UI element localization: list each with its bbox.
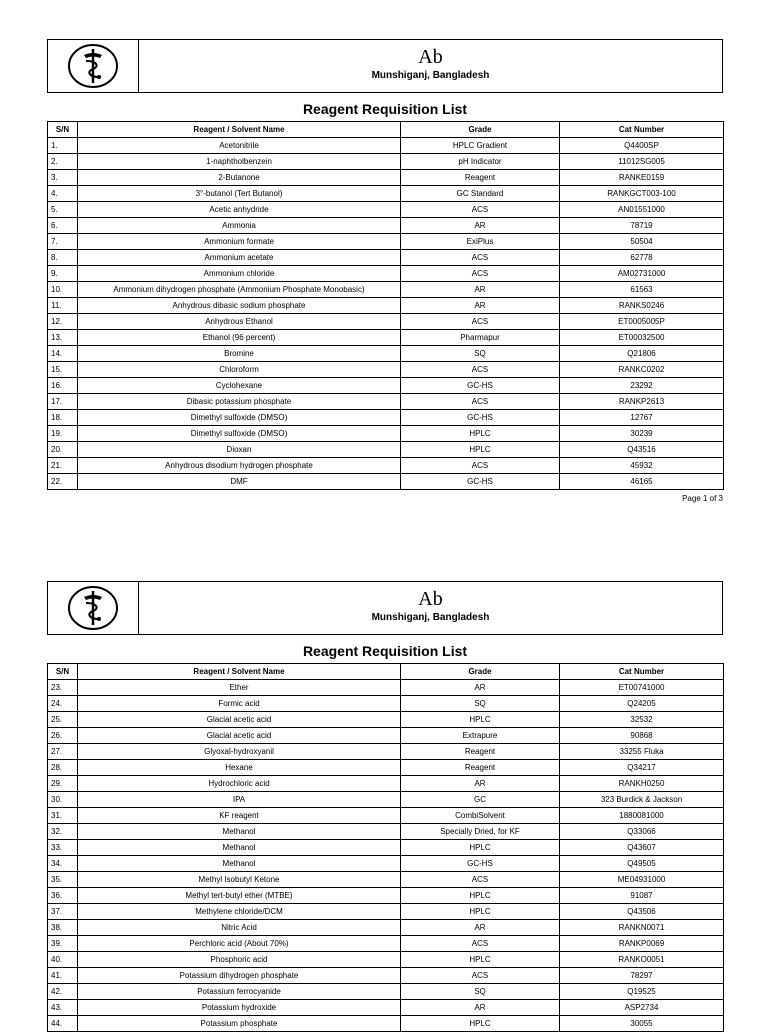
cat-number-cell: 323 Burdick & Jackson	[560, 792, 724, 808]
sn-cell: 16.	[48, 378, 78, 394]
table-row	[48, 856, 724, 872]
cat-number-cell: 45932	[560, 458, 724, 474]
table-row	[48, 728, 724, 744]
reagent-name-cell: Methanol	[78, 856, 401, 872]
grade-cell: ACS	[401, 250, 560, 266]
reagent-name-cell: Methanol	[78, 840, 401, 856]
table-row	[48, 426, 724, 442]
column-header: Reagent / Solvent Name	[78, 122, 401, 138]
reagent-name-cell: Acetic anhydride	[78, 202, 401, 218]
table-row	[48, 840, 724, 856]
grade-cell: AR	[401, 776, 560, 792]
cat-number-cell: RANKE0159	[560, 170, 724, 186]
cat-number-cell: Q4400SP	[560, 138, 724, 154]
sn-cell: 39.	[48, 936, 78, 952]
sn-cell: 15.	[48, 362, 78, 378]
grade-cell: AR	[401, 680, 560, 696]
sn-cell: 35.	[48, 872, 78, 888]
reagent-table	[47, 121, 724, 490]
reagent-name-cell: Potassium hydroxide	[78, 1000, 401, 1016]
reagent-name-cell: Hexane	[78, 760, 401, 776]
sn-cell: 7.	[48, 234, 78, 250]
cat-number-cell: RANKP0069	[560, 936, 724, 952]
table-row	[48, 394, 724, 410]
table-row	[48, 458, 724, 474]
column-header: Reagent / Solvent Name	[78, 664, 401, 680]
cat-number-cell: 12767	[560, 410, 724, 426]
reagent-name-cell: Potassium ferrocyanide	[78, 984, 401, 1000]
reagent-name-cell: Anhydrous Ethanol	[78, 314, 401, 330]
reagent-name-cell: Ammonium formate	[78, 234, 401, 250]
reagent-name-cell: Dimethyl sulfoxide (DMSO)	[78, 426, 401, 442]
sn-cell: 8.	[48, 250, 78, 266]
table-row	[48, 984, 724, 1000]
grade-cell: Reagent	[401, 170, 560, 186]
cat-number-cell: AN01551000	[560, 202, 724, 218]
table-row	[48, 170, 724, 186]
cat-number-cell: 30055	[560, 1016, 724, 1032]
grade-cell: ACS	[401, 394, 560, 410]
table-row	[48, 760, 724, 776]
table-row	[48, 904, 724, 920]
reagent-name-cell: IPA	[78, 792, 401, 808]
sn-cell: 36.	[48, 888, 78, 904]
grade-cell: Pharmapur	[401, 330, 560, 346]
sn-cell: 20.	[48, 442, 78, 458]
reagent-name-cell: Anhydrous dibasic sodium phosphate	[78, 298, 401, 314]
table-row	[48, 138, 724, 154]
sn-cell: 3.	[48, 170, 78, 186]
table-row	[48, 952, 724, 968]
table-row	[48, 474, 724, 490]
cat-number-cell: ET0005005P	[560, 314, 724, 330]
table-row	[48, 712, 724, 728]
table-row	[48, 362, 724, 378]
grade-cell: ACS	[401, 314, 560, 330]
column-header: Cat Number	[560, 122, 724, 138]
cat-number-cell: AM02731000	[560, 266, 724, 282]
cat-number-cell: ET00032500	[560, 330, 724, 346]
cat-number-cell: 90868	[560, 728, 724, 744]
letterhead	[47, 39, 723, 93]
table-row	[48, 154, 724, 170]
table-row	[48, 298, 724, 314]
company-block	[139, 582, 722, 634]
grade-cell: AR	[401, 1000, 560, 1016]
reagent-name-cell: Glyoxal-hydroxyanil	[78, 744, 401, 760]
letterhead	[47, 581, 723, 635]
table-row	[48, 888, 724, 904]
reagent-name-cell: Ethanol (96 percent)	[78, 330, 401, 346]
document-title: Reagent Requisition List	[302, 101, 468, 117]
cat-number-cell: RANKO0051	[560, 952, 724, 968]
table-row	[48, 808, 724, 824]
table-header-row	[48, 122, 724, 138]
document-title: Reagent Requisition List	[302, 643, 468, 659]
sn-cell: 29.	[48, 776, 78, 792]
cat-number-cell: 1880081000	[560, 808, 724, 824]
reagent-name-cell: Hydrochloric acid	[78, 776, 401, 792]
reagent-name-cell: Phosphoric acid	[78, 952, 401, 968]
reagent-name-cell: Ammonium acetate	[78, 250, 401, 266]
sn-cell: 28.	[48, 760, 78, 776]
cat-number-cell: Q43516	[560, 442, 724, 458]
document-page-1	[47, 39, 723, 503]
table-row	[48, 744, 724, 760]
grade-cell: ACS	[401, 872, 560, 888]
reagent-name-cell: Cyclohexane	[78, 378, 401, 394]
reagent-name-cell: Glacial acetic acid	[78, 728, 401, 744]
caduceus-logo-icon	[67, 43, 119, 89]
reagent-name-cell: Ammonia	[78, 218, 401, 234]
table-row	[48, 968, 724, 984]
cat-number-cell: Q33066	[560, 824, 724, 840]
reagent-name-cell: Bromine	[78, 346, 401, 362]
sn-cell: 12.	[48, 314, 78, 330]
table-row	[48, 250, 724, 266]
sn-cell: 18.	[48, 410, 78, 426]
table-row	[48, 410, 724, 426]
cat-number-cell: 50504	[560, 234, 724, 250]
cat-number-cell: 78297	[560, 968, 724, 984]
grade-cell: HPLC Gradient	[401, 138, 560, 154]
reagent-name-cell: Dioxan	[78, 442, 401, 458]
column-header: Cat Number	[560, 664, 724, 680]
cat-number-cell: Q24205	[560, 696, 724, 712]
sn-cell: 2.	[48, 154, 78, 170]
reagent-name-cell: 1-naphtholbenzein	[78, 154, 401, 170]
sn-cell: 30.	[48, 792, 78, 808]
reagent-name-cell: Methylene chloride/DCM	[78, 904, 401, 920]
table-row	[48, 920, 724, 936]
reagent-name-cell: Formic acid	[78, 696, 401, 712]
sn-cell: 42.	[48, 984, 78, 1000]
reagent-name-cell: Methanol	[78, 824, 401, 840]
reagent-name-cell: Methyl tert-butyl ether (MTBE)	[78, 888, 401, 904]
table-row	[48, 776, 724, 792]
reagent-name-cell: Ether	[78, 680, 401, 696]
reagent-name-cell: Nitric Acid	[78, 920, 401, 936]
cat-number-cell: 62778	[560, 250, 724, 266]
caduceus-logo-icon	[67, 585, 119, 631]
cat-number-cell: RANKGCT003-100	[560, 186, 724, 202]
grade-cell: ACS	[401, 202, 560, 218]
grade-cell: GC-HS	[401, 410, 560, 426]
grade-cell: ACS	[401, 936, 560, 952]
grade-cell: HPLC	[401, 712, 560, 728]
table-row	[48, 1000, 724, 1016]
grade-cell: ACS	[401, 362, 560, 378]
company-location: Munshiganj, Bangladesh	[371, 70, 490, 81]
column-header: Grade	[401, 664, 560, 680]
table-row	[48, 218, 724, 234]
reagent-name-cell: Chloroform	[78, 362, 401, 378]
grade-cell: SQ	[401, 696, 560, 712]
grade-cell: GC-HS	[401, 474, 560, 490]
grade-cell: AR	[401, 218, 560, 234]
cat-number-cell: 91087	[560, 888, 724, 904]
table-row	[48, 330, 724, 346]
sn-cell: 40.	[48, 952, 78, 968]
sn-cell: 31.	[48, 808, 78, 824]
reagent-name-cell: Perchloric acid (About 70%)	[78, 936, 401, 952]
sn-cell: 24.	[48, 696, 78, 712]
logo-cell	[48, 582, 139, 634]
sn-cell: 27.	[48, 744, 78, 760]
cat-number-cell: RANKP2613	[560, 394, 724, 410]
table-row	[48, 680, 724, 696]
sn-cell: 4.	[48, 186, 78, 202]
cat-number-cell: 78719	[560, 218, 724, 234]
page-number: Page 1 of 3	[682, 494, 723, 503]
sn-cell: 6.	[48, 218, 78, 234]
reagent-name-cell: Ammonium chloride	[78, 266, 401, 282]
cat-number-cell: ME04931000	[560, 872, 724, 888]
sn-cell: 33.	[48, 840, 78, 856]
sn-cell: 1.	[48, 138, 78, 154]
table-row	[48, 872, 724, 888]
sn-cell: 5.	[48, 202, 78, 218]
grade-cell: ExiPlus	[401, 234, 560, 250]
grade-cell: AR	[401, 282, 560, 298]
grade-cell: AR	[401, 298, 560, 314]
column-header: Grade	[401, 122, 560, 138]
table-header-row	[48, 664, 724, 680]
sn-cell: 43.	[48, 1000, 78, 1016]
column-header: S/N	[48, 664, 78, 680]
grade-cell: ACS	[401, 458, 560, 474]
grade-cell: HPLC	[401, 840, 560, 856]
column-header: S/N	[48, 122, 78, 138]
grade-cell: pH Indicator	[401, 154, 560, 170]
grade-cell: ACS	[401, 968, 560, 984]
sn-cell: 34.	[48, 856, 78, 872]
reagent-name-cell: Acetonitrile	[78, 138, 401, 154]
cat-number-cell: 33255 Fluka	[560, 744, 724, 760]
grade-cell: SQ	[401, 346, 560, 362]
table-row	[48, 696, 724, 712]
sn-cell: 22.	[48, 474, 78, 490]
grade-cell: Reagent	[401, 760, 560, 776]
sn-cell: 32.	[48, 824, 78, 840]
table-row	[48, 346, 724, 362]
reagent-name-cell: Dibasic potassium phosphate	[78, 394, 401, 410]
sn-cell: 9.	[48, 266, 78, 282]
reagent-name-cell: Potassium dihydrogen phosphate	[78, 968, 401, 984]
grade-cell: Specially Dried, for KF	[401, 824, 560, 840]
company-location: Munshiganj, Bangladesh	[371, 612, 490, 623]
table-row	[48, 936, 724, 952]
reagent-name-cell: 3°-butanol (Tert Butanol)	[78, 186, 401, 202]
cat-number-cell: ET00741000	[560, 680, 724, 696]
sn-cell: 10.	[48, 282, 78, 298]
sn-cell: 11.	[48, 298, 78, 314]
cat-number-cell: ASP2734	[560, 1000, 724, 1016]
cat-number-cell: Q43607	[560, 840, 724, 856]
reagent-name-cell: Dimethyl sulfoxide (DMSO)	[78, 410, 401, 426]
table-row	[48, 282, 724, 298]
sn-cell: 21.	[48, 458, 78, 474]
sn-cell: 17.	[48, 394, 78, 410]
sn-cell: 37.	[48, 904, 78, 920]
table-row	[48, 186, 724, 202]
cat-number-cell: 46165	[560, 474, 724, 490]
grade-cell: CombiSolvent	[401, 808, 560, 824]
reagent-table	[47, 663, 724, 1032]
table-row	[48, 314, 724, 330]
sn-cell: 13.	[48, 330, 78, 346]
sn-cell: 38.	[48, 920, 78, 936]
document-page-2	[47, 581, 723, 1032]
reagent-name-cell: DMF	[78, 474, 401, 490]
grade-cell: Extrapure	[401, 728, 560, 744]
sn-cell: 25.	[48, 712, 78, 728]
cat-number-cell: 30239	[560, 426, 724, 442]
sn-cell: 41.	[48, 968, 78, 984]
reagent-name-cell: Glacial acetic acid	[78, 712, 401, 728]
grade-cell: GC	[401, 792, 560, 808]
cat-number-cell: RANKS0246	[560, 298, 724, 314]
cat-number-cell: 61563	[560, 282, 724, 298]
grade-cell: HPLC	[401, 1016, 560, 1032]
cat-number-cell: RANKH0250	[560, 776, 724, 792]
sn-cell: 19.	[48, 426, 78, 442]
table-row	[48, 202, 724, 218]
cat-number-cell: RANKC0202	[560, 362, 724, 378]
table-row	[48, 442, 724, 458]
table-row	[48, 234, 724, 250]
cat-number-cell: 23292	[560, 378, 724, 394]
cat-number-cell: 11012SG005	[560, 154, 724, 170]
cat-number-cell: Q49505	[560, 856, 724, 872]
reagent-name-cell: Ammonium dihydrogen phosphate (Ammonium Phosphate Monobasic)	[78, 282, 401, 298]
grade-cell: GC-HS	[401, 378, 560, 394]
cat-number-cell: Q34217	[560, 760, 724, 776]
grade-cell: HPLC	[401, 952, 560, 968]
cat-number-cell: Q21806	[560, 346, 724, 362]
grade-cell: GC-HS	[401, 856, 560, 872]
grade-cell: HPLC	[401, 442, 560, 458]
sn-cell: 44.	[48, 1016, 78, 1032]
company-name: Ab	[418, 588, 443, 610]
company-block	[139, 40, 722, 92]
cat-number-cell: Q19525	[560, 984, 724, 1000]
table-row	[48, 792, 724, 808]
cat-number-cell: RANKN0071	[560, 920, 724, 936]
grade-cell: HPLC	[401, 888, 560, 904]
sn-cell: 23.	[48, 680, 78, 696]
grade-cell: HPLC	[401, 426, 560, 442]
logo-cell	[48, 40, 139, 92]
cat-number-cell: 32532	[560, 712, 724, 728]
sn-cell: 26.	[48, 728, 78, 744]
reagent-name-cell: KF reagent	[78, 808, 401, 824]
reagent-name-cell: Potassium phosphate	[78, 1016, 401, 1032]
sn-cell: 14.	[48, 346, 78, 362]
company-name: Ab	[418, 46, 443, 68]
table-row	[48, 378, 724, 394]
reagent-name-cell: 2-Butanone	[78, 170, 401, 186]
table-body	[48, 138, 724, 490]
grade-cell: Reagent	[401, 744, 560, 760]
grade-cell: AR	[401, 920, 560, 936]
cat-number-cell: Q43506	[560, 904, 724, 920]
table-body	[48, 680, 724, 1032]
grade-cell: HPLC	[401, 904, 560, 920]
reagent-name-cell: Methyl Isobutyl Ketone	[78, 872, 401, 888]
grade-cell: GC Standard	[401, 186, 560, 202]
table-row	[48, 824, 724, 840]
grade-cell: SQ	[401, 984, 560, 1000]
grade-cell: ACS	[401, 266, 560, 282]
table-row	[48, 266, 724, 282]
reagent-name-cell: Anhydrous disodium hydrogen phosphate	[78, 458, 401, 474]
